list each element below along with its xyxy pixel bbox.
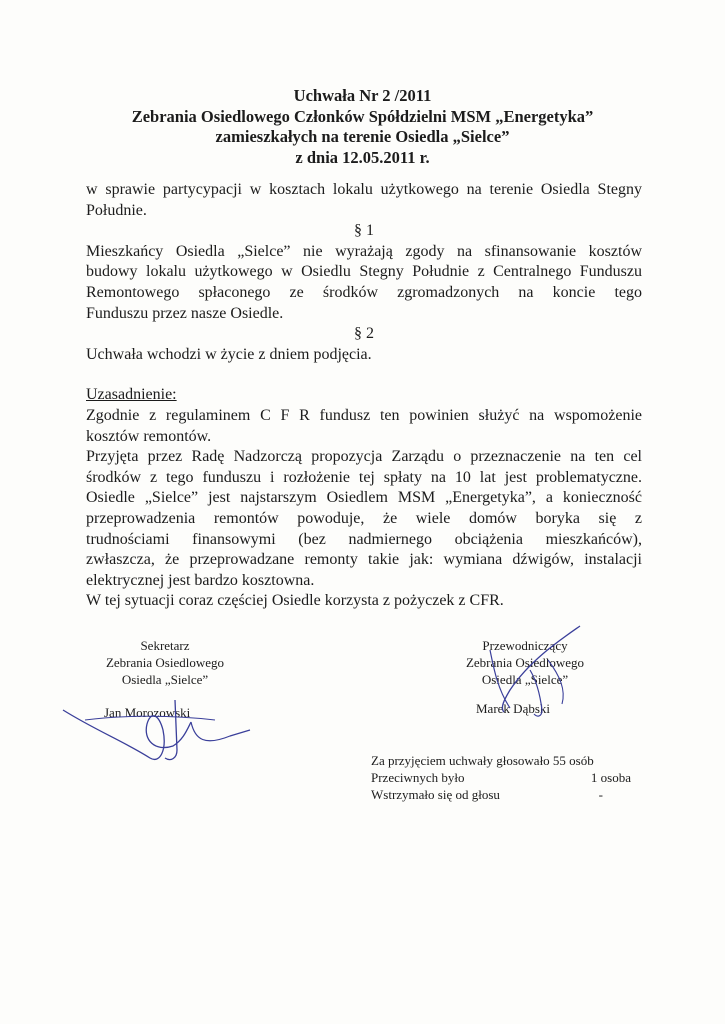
residents-line: zamieszkałych na terenie Osiedla „Sielce” <box>215 127 510 146</box>
chairman-signature-block <box>440 637 610 688</box>
chairman-assembly: Zebrania Osiedlowego <box>465 655 585 670</box>
votes-against-value: 1 osoba <box>590 770 631 785</box>
secretary-signature-block <box>80 637 250 688</box>
section-2-mark: § 2 <box>354 325 374 343</box>
justification-line: Przyjęta przez Radę Nadzorczą propozycja Zarządu o przeznaczenie na ten cel <box>86 448 642 466</box>
section-1-mark: § 1 <box>354 222 374 240</box>
secretary-handwritten-signature <box>55 680 255 770</box>
justification-line: trudnościami finansowymi (bez nadmiernego obciążenia mieszkańców), <box>86 530 642 548</box>
subject-line: Południe. <box>86 201 147 219</box>
votes-abstain-row <box>371 786 631 803</box>
justification-line: środków z tego funduszu i rozłożenie tej spłaty na 10 lat jest problematyczne. <box>86 468 642 486</box>
votes-against-label: Przeciwnych było <box>371 770 465 785</box>
section-1-line: budowy lokalu użytkowego w Osiedlu Stegny Południe z Centralnego Funduszu <box>86 263 642 281</box>
vote-results <box>371 752 631 803</box>
section-2-text: Uchwała wchodzi w życie z dniem podjęcia. <box>86 345 372 363</box>
votes-for: Za przyjęciem uchwały głosowało 55 osób <box>371 753 594 768</box>
secretary-role: Sekretarz <box>140 638 190 653</box>
section-1-line: Remontowego spłaconego ze środków zgromadzonych na koncie tego <box>86 283 642 301</box>
section-1-line: Funduszu przez nasze Osiedle. <box>86 304 284 322</box>
secretary-name: Jan Morozowski <box>104 705 191 720</box>
votes-against-row <box>371 769 631 786</box>
secretary-estate: Osiedla „Sielce” <box>121 672 209 687</box>
chairman-estate: Osiedla „Sielce” <box>481 672 569 687</box>
justification-line: elektrycznej jest bardzo kosztowna. <box>86 571 315 589</box>
votes-abstain-value: - <box>598 787 603 802</box>
subject-line: w sprawie partycypacji w kosztach lokalu użytkowego na terenie Osiedla Stegny <box>86 181 642 198</box>
secretary-assembly: Zebrania Osiedlowego <box>105 655 225 670</box>
justification-line: W tej sytuacji coraz częściej Osiedle korzysta z pożyczek z CFR. <box>86 592 504 610</box>
resolution-body <box>86 180 642 612</box>
justification-line: Osiedle „Sielce” jest najstarszym Osiedlem MSM „Energetyka”, a konieczność <box>86 489 642 507</box>
votes-abstain-label: Wstrzymało się od głosu <box>371 787 500 802</box>
assembly-name: Zebrania Osiedlowego Członków Spółdzielni MSM „Energetyka” <box>131 106 594 126</box>
chairman-name: Marek Dąbski <box>476 701 551 716</box>
justification-line: kosztów remontów. <box>86 427 212 445</box>
resolution-date: z dnia 12.05.2011 r. <box>295 147 430 167</box>
section-1-line: Mieszkańcy Osiedla „Sielce” nie wyrażają zgody na sfinansowanie kosztów <box>86 242 642 260</box>
justification-line: zwłaszcza, że przeprowadzane remonty takie jak: wymiana dźwigów, instalacji <box>86 551 642 569</box>
resolution-header <box>0 86 725 168</box>
justification-heading: Uzasadnienie: <box>86 386 177 404</box>
justification-line: przeprowadzenia remontów powoduje, że wiele domów boryka się z <box>86 509 642 527</box>
justification-line: Zgodnie z regulaminem C F R fundusz ten powinien służyć na wspomożenie <box>86 406 642 424</box>
chairman-role: Przewodniczący <box>482 638 568 653</box>
resolution-number: Uchwała Nr 2 /2011 <box>293 86 432 105</box>
